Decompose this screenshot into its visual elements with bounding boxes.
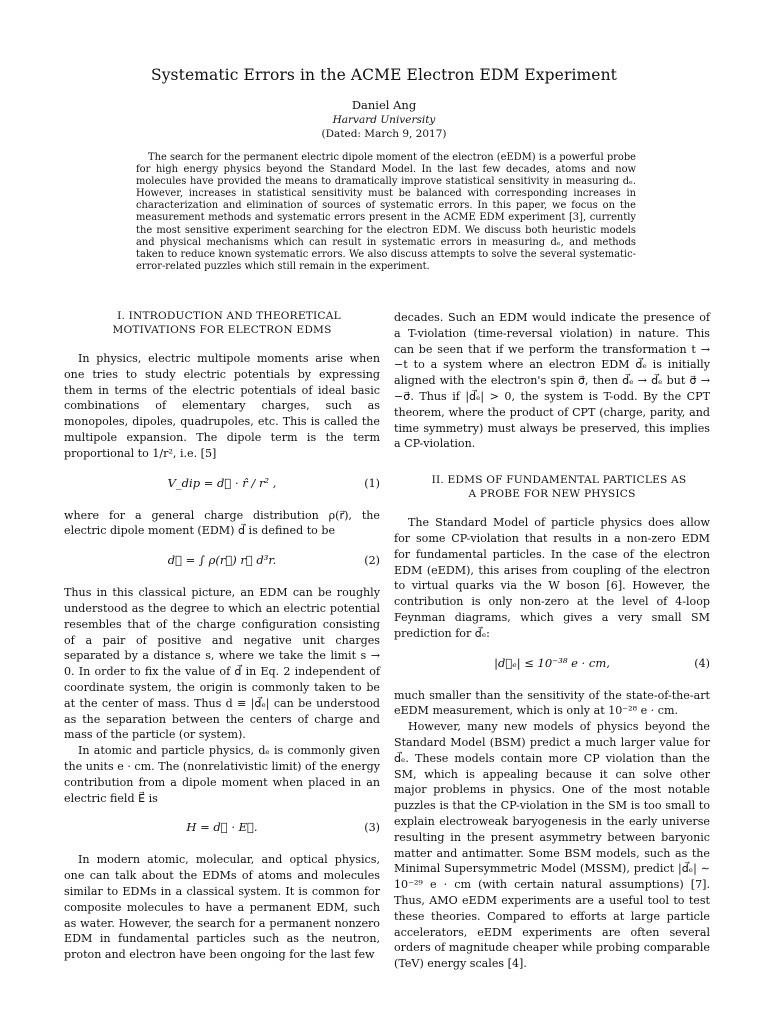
section-2-heading-line2: A PROBE FOR NEW PHYSICS bbox=[468, 487, 636, 500]
equation-1-number: (1) bbox=[364, 476, 380, 490]
paper-title: Systematic Errors in the ACME Electron EDM Experiment bbox=[150, 66, 617, 84]
equation-2-number: (2) bbox=[364, 554, 380, 568]
equation-3 bbox=[64, 810, 380, 848]
s1-paragraph-1: In physics, electric multipole moments arise when one tries to study electric potentials by expressing them in terms of the electric potentials of ideal basic combinations of elementary charges, such as monopoles, dipoles, quadrupoles, etc. This is called the multipole expansion. The dipole term is the term proportional to 1/r², i.e. [5] bbox=[64, 352, 380, 460]
section-1-heading bbox=[64, 310, 380, 337]
s1-paragraph-2: where for a general charge distribution ρ(r⃗), the electric dipole moment (EDM) d⃗ is defined to be bbox=[64, 508, 380, 538]
abstract-text: The search for the permanent electric dipole moment of the electron (eEDM) is a powerful probe for high energy physics beyond the Standard Model. In the last few decades, atoms and now molecules have provided the means to dramatically improve statistical sensitivity in measuring dₑ. However, increases in statistical sensitivity must be balanced with corresponding increases in characterization and elimination of sources of systematic errors. In this paper, we focus on the measurement methods and systematic errors present in the ACME EDM experiment [3], currently the most sensitive experiment searching for the electron EDM. We discuss both heuristic models and physical mechanisms which can result in systematic errors in measuring dₑ, and methods taken to reduce known systematic errors. We also discuss attempts to solve the several systematic-error-related puzzles which still remain in the experiment. bbox=[136, 152, 636, 272]
s1-paragraph-5: In modern atomic, molecular, and optical physics, one can talk about the EDMs of atoms and molecules similar to EDMs in a classical system. It is common for composite molecules to have a permanent EDM, such as water. However, the search for a permanent nonzero EDM in fundamental particles such as the neutron, proton and electron have been ongoing for the last few bbox=[64, 853, 380, 962]
section-2-heading-line1: II. EDMS OF FUNDAMENTAL PARTICLES AS bbox=[431, 474, 687, 487]
equation-2 bbox=[64, 543, 380, 581]
equation-1-expression: V_dip = d⃗ · r̂ / r² , bbox=[167, 475, 277, 490]
equation-3-number: (3) bbox=[364, 821, 380, 835]
section-2-heading bbox=[394, 474, 710, 501]
equation-4 bbox=[394, 646, 710, 684]
author-affiliation: Harvard University bbox=[332, 114, 436, 126]
equation-2-expression: d⃗ = ∫ ρ(r⃗) r⃗ d³r. bbox=[167, 553, 277, 568]
equation-4-number: (4) bbox=[694, 656, 710, 670]
s2-paragraph-3: However, many new models of physics beyond the Standard Model (BSM) predict a much larger value for d⃗ₑ. These models contain more CP violation than the SM, which is appealing because it can solve other major problems in physics. One of the most notable puzzles is that the CP-violation in the SM is too small to explain electroweak baryogenesis in the early universe resulting in the present asymmetry between baryonic matter and antimatter. Some BSM models, such as the Minimal Supersymmetric Model (MSSM), predict |d⃗ₑ| ∼ 10⁻²⁹ e · cm (with certain natural assumptions) [7]. Thus, AMO eEDM experiments are a useful tool to test these theories. Compared to efforts at large particle accelerators, eEDM experiments are often several orders of magnitude cheaper while probing comparable (TeV) energy scales [4]. bbox=[394, 720, 710, 971]
right-column bbox=[394, 310, 710, 972]
s2-paragraph-2: much smaller than the sensitivity of the state-of-the-art eEDM measurement, which is only at 10⁻²⁸ e · cm. bbox=[394, 688, 710, 718]
abstract bbox=[136, 152, 636, 273]
equation-4-expression: |d⃗ₑ| ≤ 10⁻³⁸ e · cm, bbox=[494, 655, 610, 670]
s1-paragraph-3: Thus in this classical picture, an EDM can be roughly understood as the degree to which an electric potential resembles that of the charge configuration consisting of a pair of positive and negative unit charges separated by a distance s, where we take the limit s → 0. In order to fix the value of d⃗ in Eq. 2 independent of coordinate system, the origin is commonly taken to be at the center of mass. Thus d ≡ |d⃗ₑ| can be understood as the separation between the centers of charge and mass of the particle (or system). bbox=[64, 586, 380, 742]
equation-1 bbox=[64, 466, 380, 504]
date-line: (Dated: March 9, 2017) bbox=[321, 128, 447, 140]
s2-paragraph-1: The Standard Model of particle physics does allow for some CP-violation that results in a non-zero EDM for fundamental particles. In the case of the electron EDM (eEDM), this arises from coupling of the electron to virtual quarks via the W boson [6]. However, the contribution is only non-zero at the level of 4-loop Feynman diagrams, which gives a very small SM prediction for d⃗ₑ: bbox=[394, 516, 710, 640]
s1-paragraph-continued: decades. Such an EDM would indicate the presence of a T-violation (time-reversal violation) in nature. This can be seen that if we perform the transformation t → −t to a system where an electron EDM d⃗ₑ is initially aligned with the electron's spin σ⃗, then d⃗ₑ → d⃗ₑ but σ⃗ → −σ⃗. Thus if |d⃗ₑ| > 0, the system is T-odd. By the CPT theorem, where the product of CPT (charge, parity, and time symmetry) must always be preserved, this implies a CP-violation. bbox=[394, 311, 710, 451]
section-1-heading-line2: MOTIVATIONS FOR ELECTRON EDMS bbox=[112, 323, 332, 336]
author-name: Daniel Ang bbox=[351, 98, 417, 112]
equation-3-expression: H = d⃗ · E⃗. bbox=[186, 820, 258, 835]
section-1-heading-line1: I. INTRODUCTION AND THEORETICAL bbox=[117, 310, 341, 322]
left-column bbox=[64, 310, 380, 963]
s1-paragraph-4: In atomic and particle physics, dₑ is commonly given the units e · cm. The (nonrelativistic limit) of the energy contribution from a dipole moment when placed in an electric field E⃗ is bbox=[64, 744, 380, 805]
